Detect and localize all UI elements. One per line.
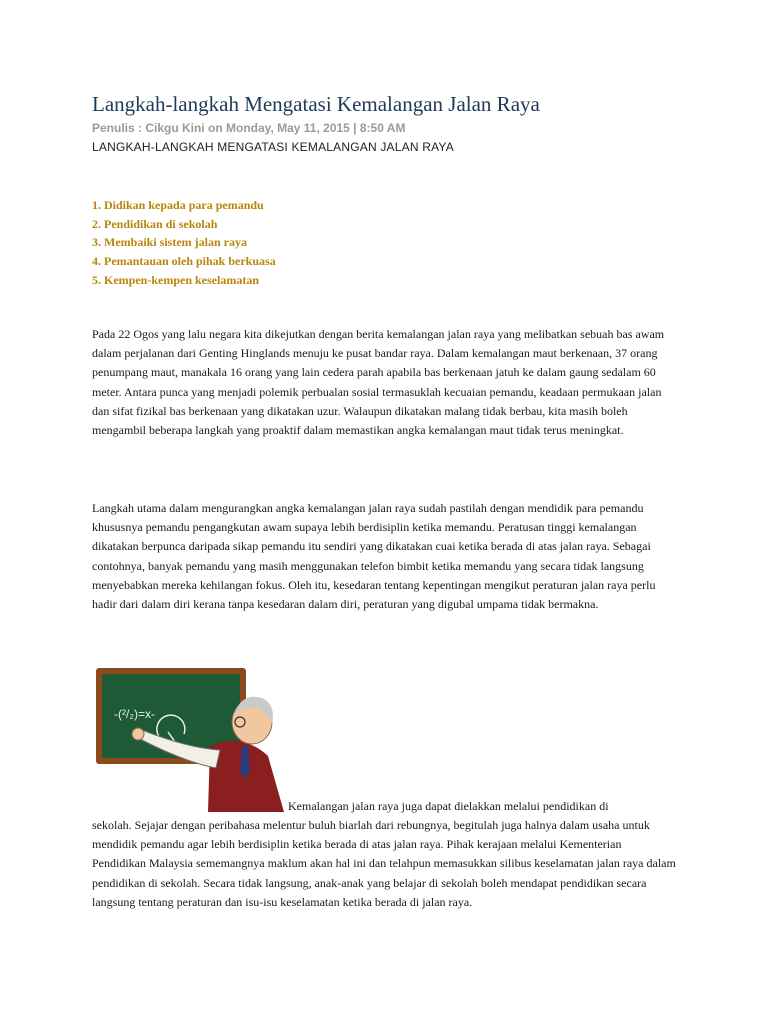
paragraph-drivers: Langkah utama dalam mengurangkan angka kemalangan jalan raya sudah pastilah dengan mendidik para pemandu khususnya pemandu pengangkutan awam supaya lebih berdisiplin ketika memandu. Peratusan tinggi kemalangan dikatakan berpunca daripada sikap pemandu itu sendiri yang dikatakan cuai ketika berada di atas jalan raya. Sebagai contohnya, banyak pemandu yang masih menggunakan telefon bimbit ketika memandu yang secara tidak langsung menyebabkan mereka kehilangan fokus. Oleh itu, kesedaran tentang kepentingan mengikut peraturan jalan raya perlu hadir dari dalam diri kerana tanpa kesedaran dalam diri, peraturan yang digubal umpama tidak bermakna. xyxy=(92,501,656,612)
paragraph-intro: Pada 22 Ogos yang lalu negara kita dikejutkan dengan berita kemalangan jalan raya yang melibatkan sebuah bas awam dalam perjalanan dari Genting Hinglands menuju ke pusat bandar raya. Dalam kemalangan maut berkenaan, 37 orang penumpang maut, manakala 16 orang yang lain cedera parah apabila bas berkenaan jatuh ke dalam gaung sedalam 60 meter. Antara punca yang menjadi polemik perbualan sosial termasuklah kecuaian pemandu, keadaan permukaan jalan dan sifat fizikal bas berkenaan yang dikatakan uzur. Walaupun dikatakan malang tidak berbau, kita masih boleh mengambil beberapa langkah yang proaktif dalam memastikan angka kemalangan maut tidak terus meningkat. xyxy=(92,327,665,438)
key-point: 5. Kempen-kempen keselamatan xyxy=(92,272,259,287)
key-points-list xyxy=(92,196,276,290)
article-meta: Penulis : Cikgu Kini on Monday, May 11, 2015 | 8:50 AM xyxy=(92,121,406,135)
key-point: 2. Pendidikan di sekolah xyxy=(92,216,218,231)
article-title: Langkah-langkah Mengatasi Kemalangan Jalan Raya xyxy=(92,92,540,116)
paragraph-school-lead: Kemalangan jalan raya juga dapat dielakkan melalui pendidikan di xyxy=(288,799,609,813)
teacher-chalkboard-icon xyxy=(92,662,288,812)
chalk-formula: -(²/₂)=x- xyxy=(114,707,155,721)
article-subtitle: LANGKAH-LANGKAH MENGATASI KEMALANGAN JALAN RAYA xyxy=(92,140,454,154)
key-point: 1. Didikan kepada para pemandu xyxy=(92,198,264,212)
key-point: 4. Pemantauan oleh pihak berkuasa xyxy=(92,254,276,269)
teacher-hand xyxy=(132,728,144,740)
paragraph-school: sekolah. Sejajar dengan peribahasa melentur buluh biarlah dari rebungnya, begitulah juga halnya dalam usaha untuk mendidik pemandu agar lebih berdisiplin ketika berada di atas jalan raya. Pihak kerajaan melalui Kementerian Pendidikan Malaysia sememangnya maklum akan hal ini dan telahpun memasukkan silibus keselamatan jalan raya dalam pendidikan di sekolah. Secara tidak langsung, anak-anak yang belajar di sekolah boleh mendapat pendidikan secara langsung tentang peraturan dan isu-isu keselamatan ketika berada di jalan raya. xyxy=(92,818,676,909)
key-point: 3. Membaiki sistem jalan raya xyxy=(92,235,247,250)
